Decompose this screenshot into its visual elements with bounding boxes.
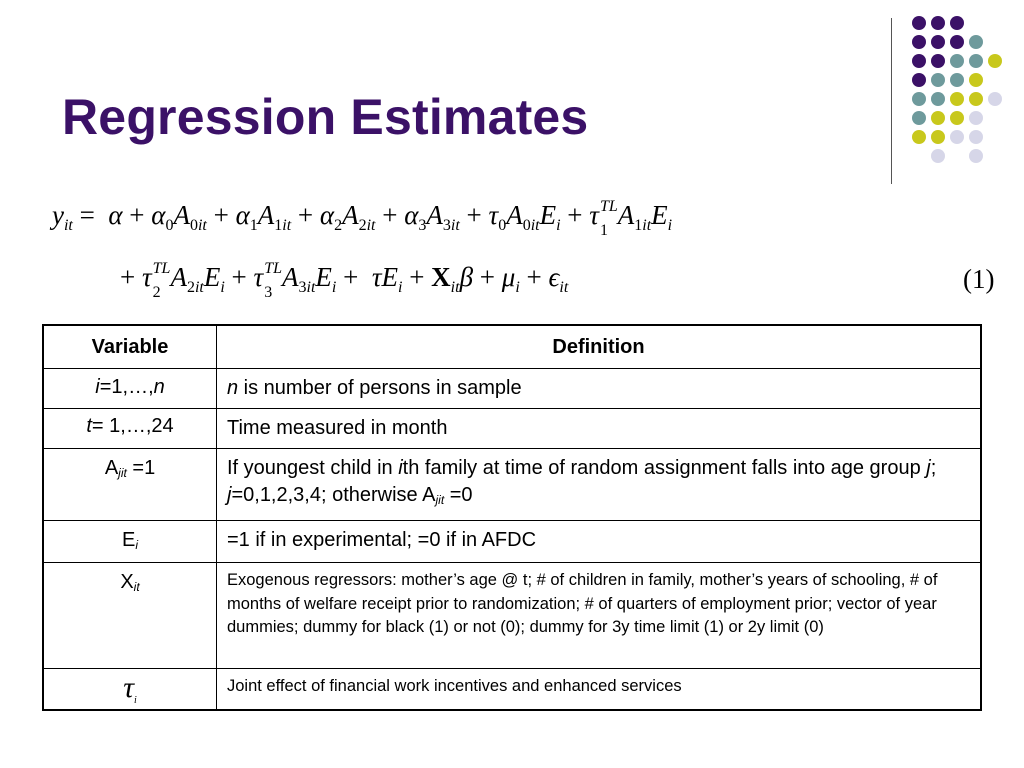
decorative-dot <box>931 35 945 49</box>
decorative-dot <box>950 73 964 87</box>
decorative-dot <box>950 16 964 30</box>
decorative-dot <box>931 111 945 125</box>
decorative-dot <box>969 73 983 87</box>
variable-cell: Ajit =1 <box>43 449 217 521</box>
decorative-dot <box>988 54 1002 68</box>
equation-line-2: + τ TL 2 $A_{2it}E_i + \tau$ TL 3 $A_{3it}E_i + \tau E_i + X_{it}\beta + \mu_i + \epsilon_{it}$ <box>120 259 569 301</box>
decorative-dot-grid <box>0 0 1024 190</box>
definition-cell: If youngest child in ith family at time of random assignment falls into age group j; j=0,1,2,3,4; otherwise Ajit =0 <box>217 449 982 521</box>
decorative-dot <box>950 111 964 125</box>
variable-cell: i=1,…,n <box>43 369 217 409</box>
decorative-dot <box>912 54 926 68</box>
variable-cell: Xit <box>43 563 217 669</box>
definition-cell: Time measured in month <box>217 409 982 449</box>
decorative-dot <box>931 149 945 163</box>
table-row <box>43 409 981 449</box>
decorative-dot <box>912 92 926 106</box>
decorative-dot <box>950 54 964 68</box>
table-header-row <box>43 325 981 369</box>
decorative-dot <box>912 35 926 49</box>
variable-cell: $\tau_i$ <box>43 669 217 710</box>
decorative-dot <box>912 16 926 30</box>
decorative-dot <box>931 54 945 68</box>
header-variable: Variable <box>43 325 217 369</box>
decorative-dot <box>969 111 983 125</box>
table-row <box>43 669 981 710</box>
definition-cell: Joint effect of financial work incentives and enhanced services <box>217 669 982 710</box>
table-row <box>43 563 981 669</box>
decorative-dot <box>969 92 983 106</box>
variable-definition-table <box>42 324 982 711</box>
decorative-dot <box>912 73 926 87</box>
table-row <box>43 369 981 409</box>
table-row <box>43 449 981 521</box>
decorative-dot <box>931 16 945 30</box>
decorative-dot <box>988 92 1002 106</box>
equation-line-1: $y_{it} = \alpha + \alpha_0A_{0it} + \alpha_1A_{1it} + \alpha_2A_{2it} + \alpha_3A_{3it} + \tau_0A_{0it}E_i + \tau$ TL 1 $A_{1it}E_i$ <box>52 197 673 239</box>
header-definition: Definition <box>217 325 982 369</box>
decorative-dot <box>912 130 926 144</box>
definition-cell: n is number of persons in sample <box>217 369 982 409</box>
decorative-dot <box>950 130 964 144</box>
definition-cell: Exogenous regressors: mother’s age @ t; # of children in family, mother’s years of schooling, # of months of welfare receipt prior to randomization; # of quarters of employment prior; vector of year dummies; dummy for black (1) or not (0); dummy for 3y time limit (1) or 2y limit (0) <box>217 563 982 669</box>
decorative-dot <box>931 92 945 106</box>
decorative-dot <box>950 92 964 106</box>
variable-cell: Ei <box>43 521 217 563</box>
definition-cell: =1 if in experimental; =0 if in AFDC <box>217 521 982 563</box>
decorative-dot <box>969 130 983 144</box>
decorative-dot <box>969 149 983 163</box>
equation-number: (1) <box>963 264 995 294</box>
decorative-dot <box>969 35 983 49</box>
decorative-dot <box>969 54 983 68</box>
decorative-dot <box>912 111 926 125</box>
decorative-dot <box>931 73 945 87</box>
variable-cell: t= 1,…,24 <box>43 409 217 449</box>
decorative-dot <box>950 35 964 49</box>
page-title: Regression Estimates <box>62 89 589 145</box>
decorative-dot <box>931 130 945 144</box>
table-row <box>43 521 981 563</box>
